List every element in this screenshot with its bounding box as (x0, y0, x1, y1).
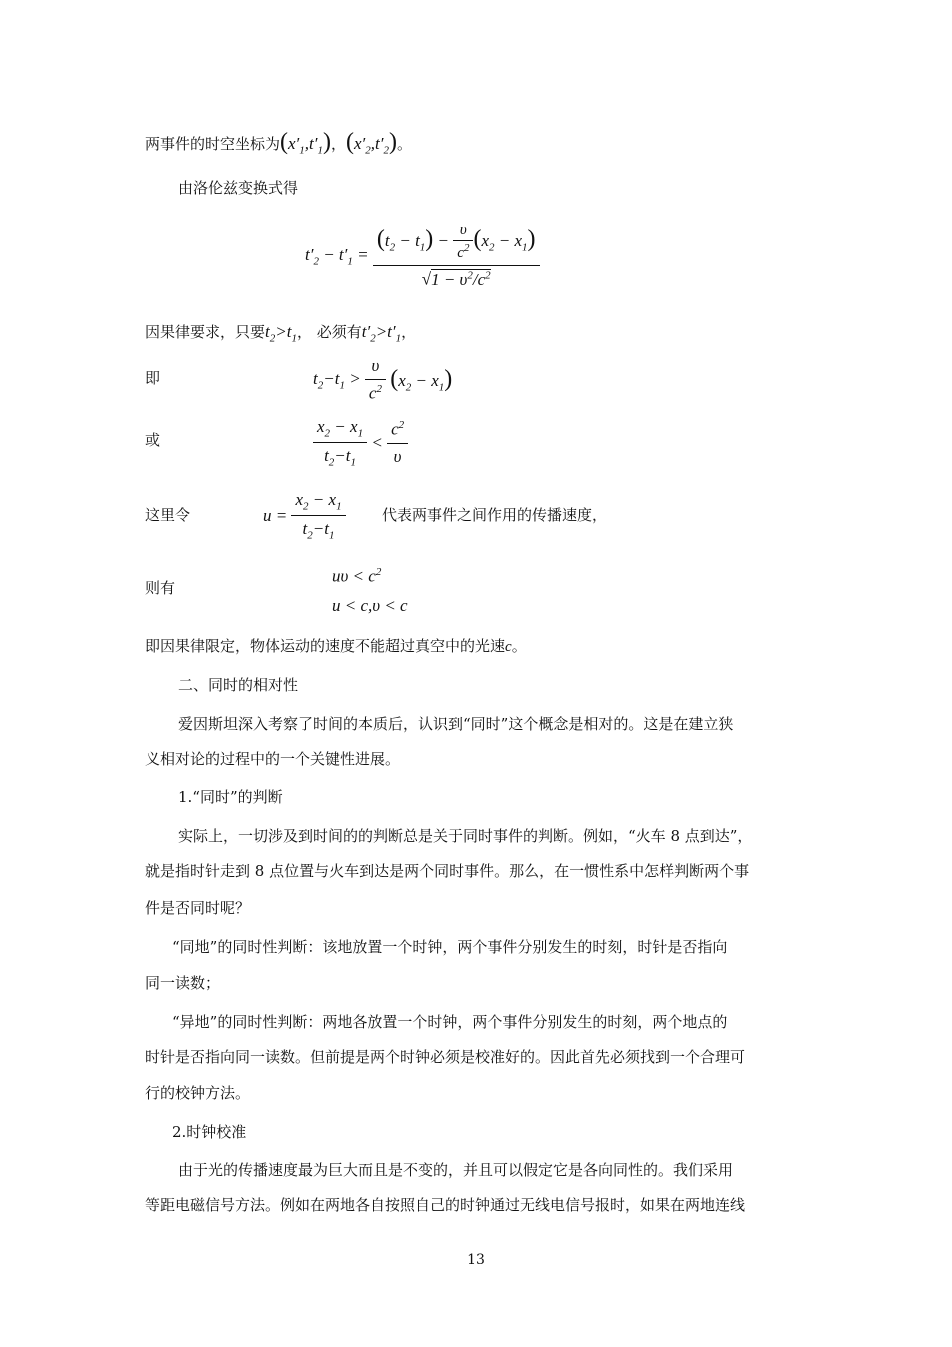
coords-period: 。 (396, 135, 412, 153)
label-ji: 即 (145, 369, 161, 387)
paragraph-3-line-2: 同一读数； (145, 974, 221, 992)
equation-uc: u < c,υ < c (332, 596, 408, 615)
paragraph-4-line-3: 行的校钟方法。 (145, 1084, 251, 1102)
paragraph-1-line-2: 义相对论的过程中的一个关键性进展。 (145, 750, 401, 768)
coords-lead: 两事件的时空坐标为 (145, 135, 281, 153)
text-line-limit (145, 636, 527, 657)
paragraph-2-line-1: 实际上，一切涉及到时间的的判断总是关于同时事件的判断。例如，“火车 8 点到达”， (178, 827, 753, 845)
limit-lead: 即因果律限定，物体运动的速度不能超过真空中的光速 (145, 637, 506, 655)
inequality-tprime: $t'_2>t'_1$ (361, 322, 402, 345)
label-zheli: 这里令 (145, 506, 191, 524)
coords-comma: ， (330, 135, 346, 153)
text-line-causality (145, 322, 416, 348)
inequality-t: $t_2>t_1$ (265, 322, 297, 345)
coord-formula-2: $(x'_2,t'_2)$ (346, 129, 397, 157)
coord-formula-1: $(x'_1,t'_1)$ (280, 129, 331, 157)
paragraph-1-line-1: 爱因斯坦深入考察了时间的本质后，认识到“同时”这个概念是相对的。这是在建立狭 (178, 715, 734, 733)
paragraph-5-line-2: 等距电磁信号方法。例如在两地各自按照自己的时钟通过无线电信号报时，如果在两地连线 (145, 1196, 746, 1214)
equation-huo: $\frac{x_2 - x_1}{t_2-t_1}$ < $\frac{c^2}{\upsilon}$ (313, 417, 408, 469)
subheading-1: 1.“同时”的判断 (178, 788, 283, 806)
causality-mid: ， 必须有 (296, 323, 362, 341)
label-zeyou: 则有 (145, 579, 176, 597)
causality-lead: 因果律要求，只要 (145, 323, 266, 341)
paragraph-5-line-1: 由于光的传播速度最为巨大而且是不变的，并且可以假定它是各向同性的。我们采用 (178, 1161, 734, 1179)
limit-end: 。 (511, 637, 527, 655)
paragraph-4-line-2: 时针是否指向同一读数。但前提是两个时钟必须是校准好的。因此首先必须找到一个合理可 (145, 1048, 746, 1066)
page-number: 13 (467, 1252, 485, 1268)
section-heading-2: 二、同时的相对性 (178, 676, 299, 694)
paragraph-4-line-1: “异地”的同时性判断：两地各放置一个时钟，两个事件分别发生的时刻，两个地点的 (172, 1013, 728, 1031)
equation-ji: $t_2-t_1$ > $\frac{\upsilon}{c^2}$ $(x_2 - x_1)$ (313, 356, 453, 403)
equation-u-def: u = $\frac{x_2 - x_1}{t_2-t_1}$ (263, 490, 346, 542)
paragraph-2-line-2: 就是指时针走到 8 点位置与火车到达是两个同时事件。那么，在一惯性系中怎样判断两个事 (145, 862, 750, 880)
causality-end: ， (401, 323, 417, 341)
subheading-2: 2.时钟校准 (172, 1123, 247, 1141)
paragraph-2-line-3: 件是否同时呢？ (145, 899, 251, 917)
symbol-c: c (505, 639, 512, 655)
equation-uv: $u\upsilon < c^2$ (332, 566, 382, 586)
label-huo: 或 (145, 431, 161, 449)
text-line-lorentz: 由洛伦兹变换式得 (178, 179, 299, 197)
text-line-coords (145, 129, 412, 160)
paragraph-3-line-1: “同地”的同时性判断：该地放置一个时钟，两个事件分别发生的时刻，时针是否指向 (172, 938, 728, 956)
equation-lorentz: $t'_2 - t'_1$ = $(t_2 - t_1)$ − $\frac{\upsilon}{c^2}$ $(x_2 - x_1)$ $√1 - \upsilon^2/c^2$ (305, 222, 540, 290)
text-propagation: 代表两事件之间作用的传播速度， (382, 506, 608, 524)
